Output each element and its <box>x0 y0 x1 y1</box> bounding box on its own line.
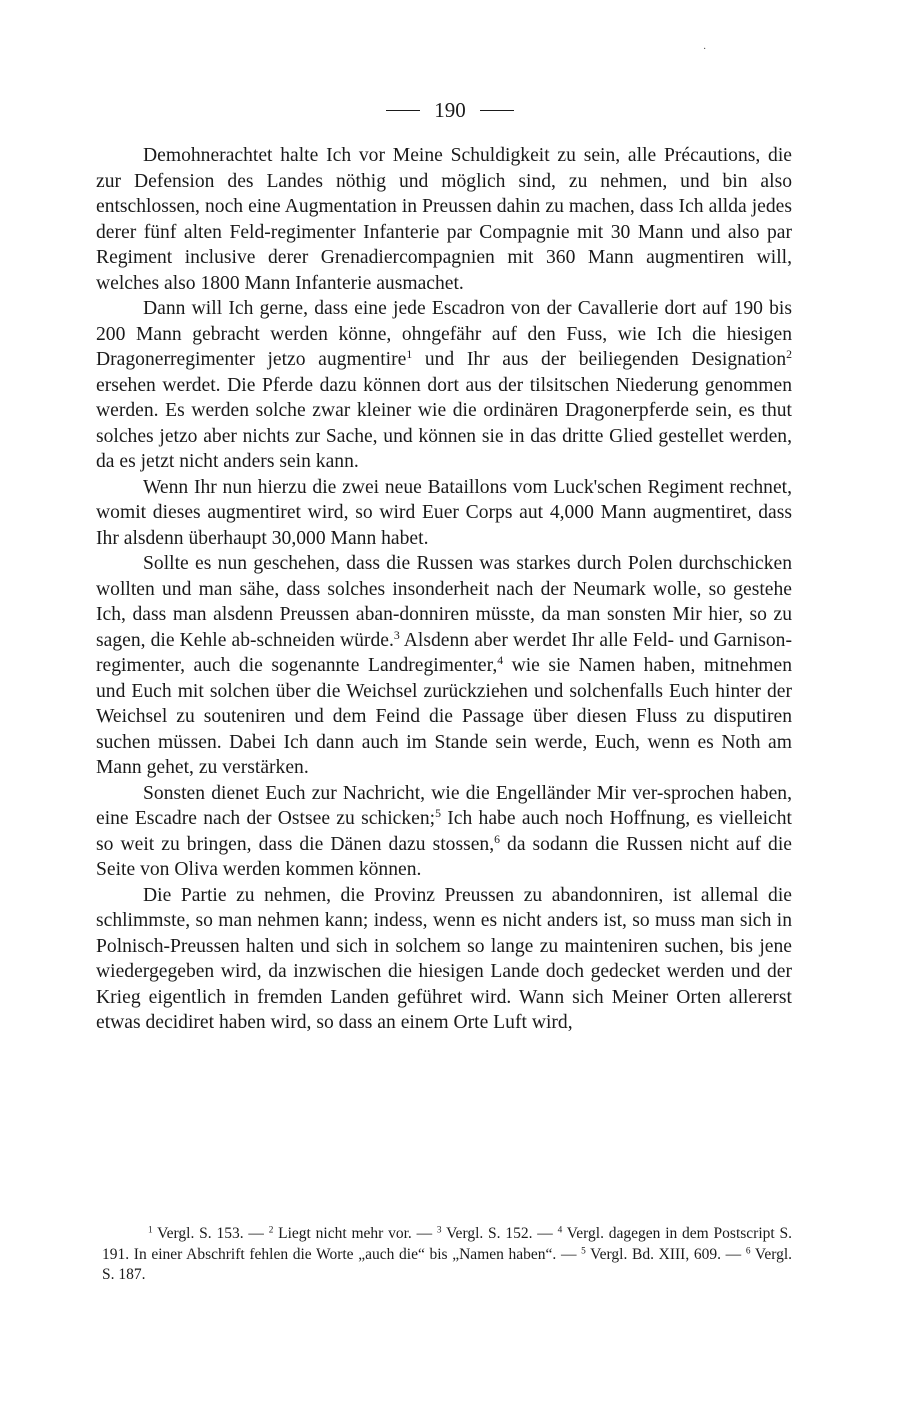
text-run: Vergl. dagegen in dem Postscript S. 191. In einer Abschrift fehlen die Worte „auch die“ bis „Namen haben“. — <box>102 1225 792 1263</box>
text-run: Vergl. S. 152. — <box>441 1225 558 1242</box>
text-run: Liegt nicht mehr vor. — <box>273 1225 437 1242</box>
paragraph <box>96 296 792 475</box>
paragraph <box>96 143 792 296</box>
footnote-marker: 3 <box>393 628 400 642</box>
footnote-marker: 2 <box>268 1225 274 1236</box>
paragraph <box>96 781 792 883</box>
text-run: Sollte es nun geschehen, dass die Russen was starkes durch Polen durchschicken wollten und man sähe, dass solches insonderheit nach der Neumark wolle, so gestehe Ich, dass man alsdenn Preussen aban-donniren müsste, da man sonsten Mir hier, so zu sagen, die Kehle ab-schneiden würde. <box>96 553 792 651</box>
text-run: Die Partie zu nehmen, die Provinz Preussen zu abandonniren, ist allemal die schlimmste, so man nehmen kann; indess, wenn es nicht anders ist, so muss man sich in Polnisch-Preussen halten und sich in solchem so lange zu mainteniren suchen, bis jene wiedergegeben wird, da inzwischen die hiesigen Lande doch gedecket werden und der Krieg eigentlich in fremden Landen geführet wird. Wann sich Meiner Orten allererst etwas decidiret haben wird, so dass an einem Orte Luft wird, <box>96 884 792 1033</box>
paragraph <box>96 551 792 781</box>
page-header <box>0 98 900 123</box>
footnote-marker: 1 <box>406 347 413 361</box>
footnote-marker: 2 <box>786 347 792 361</box>
page-number: 190 <box>434 98 466 122</box>
footnote-text <box>102 1224 792 1286</box>
text-run: Vergl. S. 187. <box>102 1245 793 1283</box>
footnote-marker: 5 <box>581 1245 586 1256</box>
text-run: da sodann die Russen nicht auf die Seite von Oliva werden kommen können. <box>96 833 792 880</box>
text-run: wie sie Namen haben, mitnehmen und Euch mit solchen über die Weichsel zurückziehen und solchenfalls Euch hinter der Weichsel zu souteniren und dem Feind die Passage über diesen Fluss zu disputiren suchen müssen. Dabei Ich dann auch im Stande sein werde, Euch, wenn es Noth am Mann gehet, zu verstärken. <box>96 655 792 778</box>
footnote-marker: 3 <box>436 1225 442 1236</box>
footnotes <box>102 1224 792 1286</box>
text-run: Dann will Ich gerne, dass eine jede Escadron von der Cavallerie dort auf 190 bis 200 Mann gebracht werden könne, ohngefähr auf den Fuss, wie Ich die hiesigen Dragonerregimenter jetzo augmentire <box>96 298 792 370</box>
text-run: Vergl. S. 153. — <box>152 1225 269 1242</box>
header-rule-left <box>386 110 420 111</box>
footnote-marker: 4 <box>557 1225 563 1236</box>
text-run: ersehen werdet. Die Pferde dazu können dort aus der tilsitschen Niederung genommen werden. Es werden solche zwar kleiner wie die ordinären Dragonerpferde sein, es thut solches jetzo aber nichts zur Sache, und können sie in das dritte Glied gestellet werden, da es jetzt nicht anders sein kann. <box>96 374 792 472</box>
text-run: Wenn Ihr nun hierzu die zwei neue Bataillons vom Luck'schen Regiment rechnet, womit dieses augmentiret wird, so wird Euer Corps aut 4,000 Mann augmentiret, dass Ihr alsdenn überhaupt 30,000 Mann habet. <box>96 476 792 549</box>
text-run: Sonsten dienet Euch zur Nachricht, wie die Engelländer Mir ver-sprochen haben, eine Escadre nach der Ostsee zu schicken; <box>96 782 792 829</box>
paragraph <box>96 883 792 1036</box>
header-rule-right <box>480 110 514 111</box>
footnote-marker: 4 <box>497 653 504 667</box>
main-text <box>96 143 792 1036</box>
footnote-marker: 6 <box>494 832 500 846</box>
text-run: Alsdenn aber werdet Ihr alle Feld- und Garnison-regimenter, auch die sogenannte Landregimenter, <box>96 629 792 676</box>
paragraph <box>96 475 792 552</box>
text-run: Demohnerachtet halte Ich vor Meine Schuldigkeit zu sein, alle Précautions, die zur Defension des Landes nöthig und möglich sind, zu nehmen, und bin also entschlossen, noch eine Augmentation in Preussen dahin zu machen, dass Ich allda jedes derer fünf alten Feld-regimenter Infanterie par Compagnie mit 30 Mann und also par Regiment inclusive derer Grenadiercompagnien mit 360 Mann augmentiren will, welches also 1800 Mann Infanterie ausmachet. <box>96 145 792 294</box>
corner-mark: · <box>703 44 707 55</box>
text-run: Ich habe auch noch Hoffnung, es vielleicht so weit zu bringen, dass die Dänen dazu stossen, <box>96 808 792 855</box>
footnote-marker: 1 <box>148 1225 153 1236</box>
text-run: und Ihr aus der beiliegenden Designation <box>412 349 787 370</box>
text-run: Vergl. Bd. XIII, 609. — <box>585 1245 746 1263</box>
footnote-marker: 5 <box>435 806 441 820</box>
footnote-marker: 6 <box>745 1245 751 1256</box>
